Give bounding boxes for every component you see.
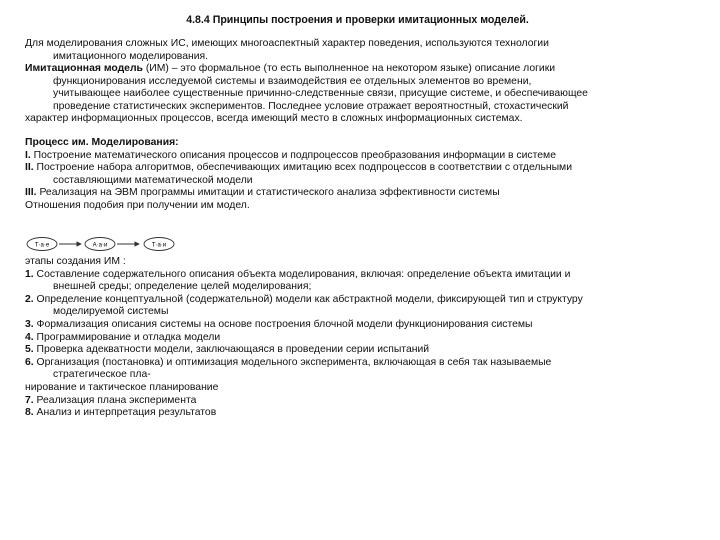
definition-line-4: проведение статистических экспериментов. Последнее условие отражает вероятностный, стохастический — [53, 100, 569, 112]
stages-section — [25, 256, 690, 420]
stage-text: Реализация плана эксперимента — [33, 394, 197, 406]
stage-text: Формализация описания системы на основе построения блочной модели функционирования системы — [33, 318, 533, 330]
stage-item — [25, 407, 690, 420]
stage-item-continued: моделируемой системы — [53, 306, 169, 318]
process-step-text: Реализация на ЭВМ программы имитации и статистического анализа эффективности системы — [36, 187, 500, 199]
stage-num: 6. — [25, 356, 34, 368]
definition-line-3: учитывающее наиболее существенные причинно-следственные связи, присущие системе, и обеспечивающее — [53, 88, 588, 100]
definition-line-1 — [25, 63, 690, 76]
stage-text: Определение концептуальной (содержательной) модели как абстрактной модели, фиксирующей тип и структуру — [33, 293, 583, 305]
process-step-text: Построение математического описания процессов и подпроцессов преобразования информации в системе — [30, 149, 556, 161]
stage-item — [25, 344, 690, 357]
stage-item-continued: внешней среды; определение целей моделирования; — [53, 281, 312, 293]
stage-num: 2. — [25, 293, 34, 305]
process-heading — [25, 137, 690, 150]
definition-paragraph — [25, 63, 690, 126]
stage-num: 3. — [25, 318, 34, 330]
definition-line-5: характер информационных процессов, всегда имеющий место в сложных информационных системах. — [25, 113, 523, 125]
stage-item-continued: стратегическое пла- — [53, 369, 151, 381]
diagram-node-2 — [85, 238, 115, 251]
intro-line-1: Для моделирования сложных ИС, имеющих многоаспектный характер поведения, используются технологии — [25, 38, 549, 49]
diagram-node-label: Т·а·и — [151, 242, 167, 249]
process-section — [25, 137, 690, 213]
similarity-note: Отношения подобия при получении им модел. — [25, 199, 250, 211]
stage-item — [25, 319, 690, 332]
stage-num: 4. — [25, 331, 34, 343]
definition-text-1: (ИМ) – это формальное (то есть выполненное на некотором языке) описание логики — [142, 63, 556, 74]
stage-item — [25, 332, 690, 345]
stage-item — [25, 395, 690, 408]
stage-text: Составление содержательного описания объекта моделирования, включая: определение объекта имитации и — [33, 268, 571, 280]
stage-num: 8. — [25, 407, 34, 419]
process-step-num: III. — [25, 187, 37, 199]
stage-item — [25, 357, 690, 370]
intro-paragraph — [25, 38, 690, 63]
diagram-node-3 — [144, 238, 174, 251]
stage-num: 1. — [25, 268, 34, 280]
stage-text: Программирование и отладка модели — [33, 331, 221, 343]
intro-line-2: имитационного моделирования. — [53, 50, 209, 62]
diagram-node-label: Т·а·е — [34, 242, 50, 249]
stage-item — [25, 269, 690, 282]
page-title: 4.8.4 Принципы построения и проверки имитационных моделей. — [186, 14, 529, 26]
similarity-diagram — [25, 235, 225, 253]
process-step-text: Построение набора алгоритмов, обеспечивающих имитацию всех подпроцессов в соответствии с отдельными — [33, 162, 573, 174]
process-step — [25, 162, 690, 175]
definition-term: Имитационная модель — [25, 63, 143, 74]
diagram-node-1 — [27, 238, 57, 251]
process-step — [25, 150, 690, 163]
diagram-node-label: А·а·и — [92, 242, 108, 249]
stage-text: Организация (постановка) и оптимизация модельного эксперимента, включающая в себя так называемые — [33, 356, 552, 368]
process-step-num: II. — [25, 162, 34, 174]
stage-item-continued: нирование и тактическое планирование — [25, 381, 219, 393]
stages-heading: этапы создания ИМ : — [25, 256, 126, 267]
process-step-num: I. — [25, 149, 31, 161]
process-step-continued: составляющими математической модели — [53, 174, 253, 186]
process-step — [25, 187, 690, 200]
definition-line-2: функционирования исследуемой системы и взаимодействия ее отдельных элементов во времени, — [53, 75, 532, 87]
stage-num: 5. — [25, 344, 34, 356]
stage-num: 7. — [25, 394, 34, 406]
process-heading-text: Процесс им. Моделирования: — [25, 137, 179, 148]
stage-item — [25, 294, 690, 307]
stage-text: Анализ и интерпретация результатов — [33, 407, 217, 419]
stage-text: Проверка адекватности модели, заключающаяся в проведении серии испытаний — [33, 344, 430, 356]
